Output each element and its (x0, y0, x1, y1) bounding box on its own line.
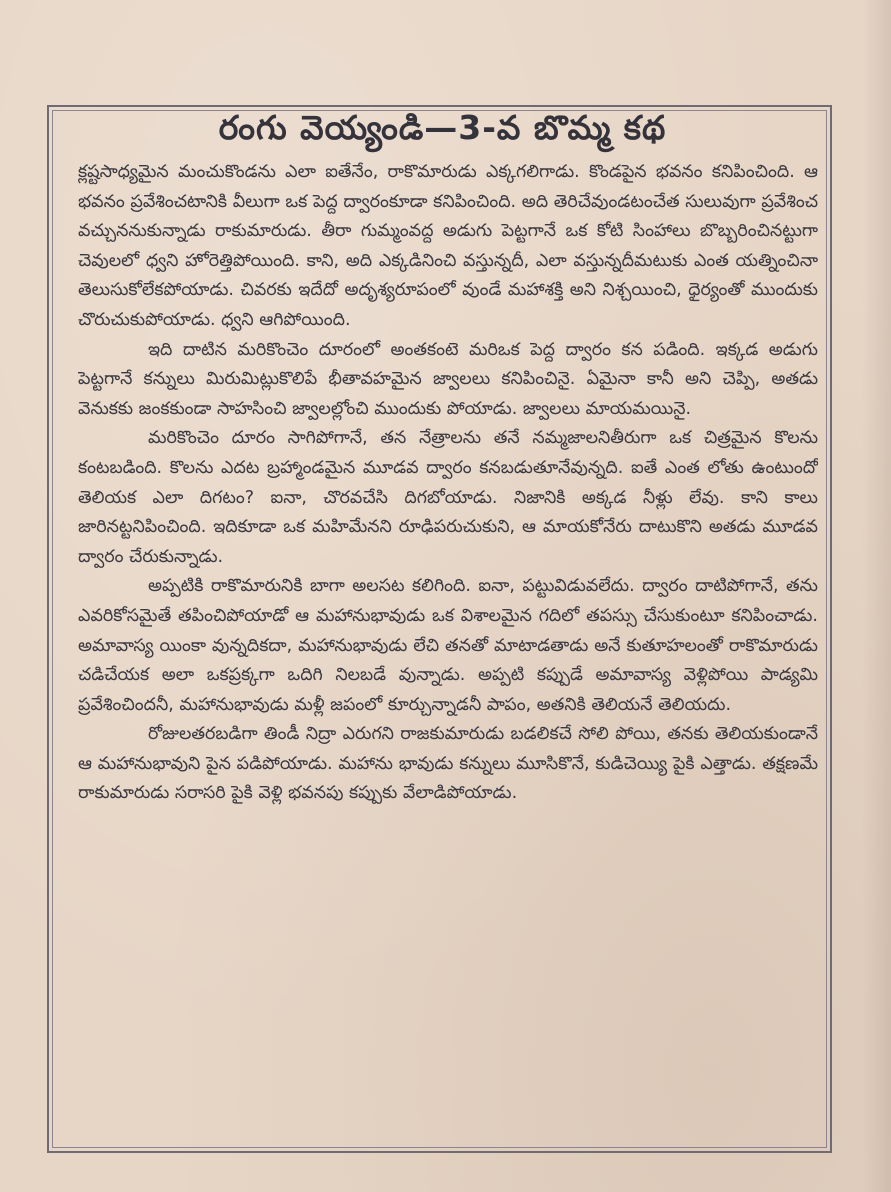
paragraph-4: అప్పటికి రాకొమారునికి బాగా అలసట కలిగింది. ఐనా, పట్టువిడువలేదు. ద్వారం దాటిపోగానే, తను ఎవరికోసమైతే తపించిపోయాడో ఆ మహానుభావుడు ఒక విశాలమైన గదిలో తపస్సు చేసుకుంటూ కనిపించాడు. అమావాస్య యింకా వున్నదికదా, మహానుభావుడు లేచి తనతో మాటాడతాడు అనే కుతూహలంతో రాకొమారుడు చడిచేయక అలా ఒకప్రక్కగా ఒదిగి నిలబడే వున్నాడు. అప్పటి కప్పుడే అమావాస్య వెళ్లిపోయి పాడ్యమి ప్రవేశించిందనీ, మహానుభావుడు మళ్లీ జపంలో కూర్చున్నాడనీ పాపం, అతనికి తెలియనే తెలియదు. (78, 576, 818, 715)
paragraph-2: ఇది దాటిన మరికొంచెం దూరంలో అంతకంటె మరిఒక పెద్ద ద్వారం కన పడింది. ఇక్కడ అడుగు పెట్టగానే కన్నులు మిరుమిట్లుకొలిపే భీతావహమైన జ్వాలలు కనిపించినై. ఏమైనా కానీ అని చెప్పి, అతడు వెనుకకు జంకకుండా సాహసించి జ్వాలల్లోంచి ముందుకు పోయాడు. జ్వాలలు మాయమయినై. (78, 339, 818, 419)
paragraph-1: క్లష్టసాధ్యమైన మంచుకొండను ఎలా ఐతేనేం, రాకొమారుడు ఎక్కగలిగాడు. కొండపైన భవనం కనిపించింది. ఆ భవనం ప్రవేశించటానికి వీలుగా ఒక పెద్ద ద్వారంకూడా కనిపించింది. అది తెరిచేవుండటంచేత సులువుగా ప్రవేశించ వచ్చుననుకున్నాడు రాకుమారుడు. తీరా గుమ్మంవద్ద అడుగు పెట్టగానే ఒక కోటి సింహాలు బొబ్బరించినట్టుగా చెవులలో ధ్వని హోరెత్తిపోయింది. కాని, అది ఎక్కడినించి వస్తున్నదీ, ఎలా వస్తున్నదీమటుకు ఎంత యత్నించినా తెలుసుకోలేకపోయాడు. చివరకు ఇదేదో అదృశ్యరూపంలో వుండే మహాశక్తి అని నిశ్చయించి, ధైర్యంతో ముందుకు చొరుచుకుపోయాడు. ధ్వని ఆగిపోయింది. (78, 162, 818, 330)
paragraph-5: రోజులతరబడిగా తిండీ నిద్రా ఎరుగని రాజకుమారుడు బడలికచే సోలి పోయి, తనకు తెలియకుండానే ఆ మహానుభావుని పైన పడిపోయాడు. మహాను భావుడు కన్నులు మూసికొనే, కుడిచెయ్యి పైకి ఎత్తాడు. తక్షణమే రాకుమారుడు సరాసరి పైకి వెళ్లి భవనపు కప్పుకు వేలాడిపోయాడు. (78, 724, 818, 804)
paper-edge-shadow (862, 0, 891, 1192)
story-body (78, 158, 818, 1148)
story-title: రంగు వెయ్యండి—3-వ బొమ్మ కథ (218, 108, 667, 147)
paragraph-3: మరికొంచెం దూరం సాగిపోగానే, తన నేత్రాలను తనే నమ్మజాలనితీరుగా ఒక చిత్రమైన కొలను కంటబడింది. కొలను ఎదట బ్రహ్మాండమైన మూడవ ద్వారం కనబడుతూనేవున్నది. ఐతే ఎంత లోతు ఉంటుందో తెలియక ఎలా దిగటం? ఐనా, చొరవచేసి దిగబోయాడు. నిజానికి అక్కడ నీళ్లు లేవు. కాని కాలు జారినట్టనిపించింది. ఇదికూడా ఒక మహిమేనని రూఢిపరుచుకుని, ఆ మాయకోనేరు దాటుకొని అతడు మూడవ ద్వారం చేరుకున్నాడు. (78, 428, 818, 567)
